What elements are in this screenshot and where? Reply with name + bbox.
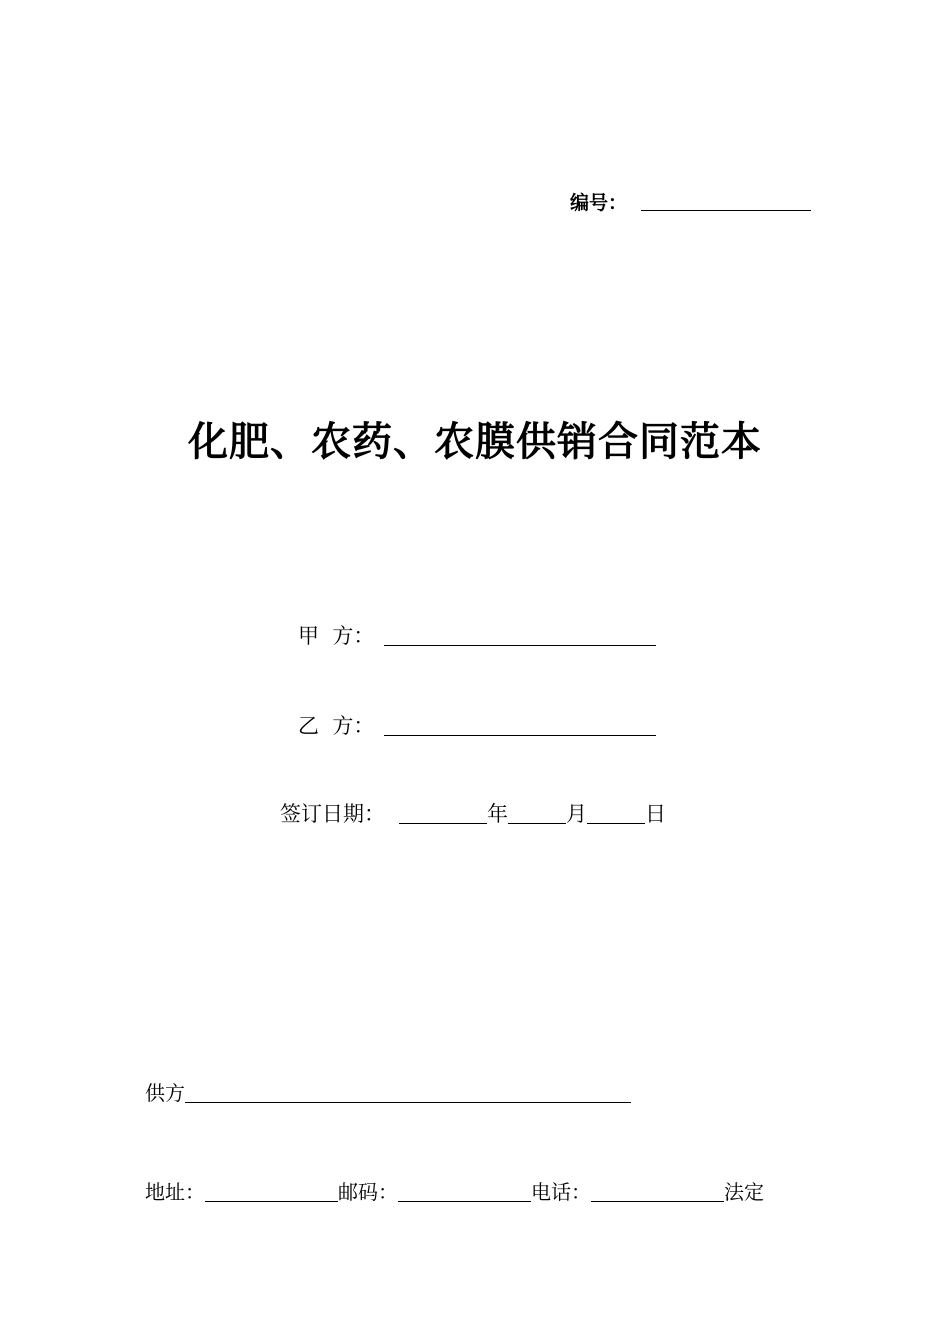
phone-blank	[591, 1200, 724, 1202]
contract-number-blank	[641, 209, 811, 211]
party-b-blank	[384, 734, 656, 736]
year-blank	[399, 822, 487, 824]
supplier-blank	[185, 1101, 631, 1103]
day-blank	[587, 822, 645, 824]
contract-number-label: 编号：	[570, 192, 628, 214]
party-a-label: 甲 方：	[298, 624, 375, 648]
month-blank	[508, 822, 566, 824]
phone-label: 电话：	[531, 1180, 591, 1204]
month-label: 月	[566, 802, 587, 826]
contract-number-row	[570, 188, 811, 215]
legal-label: 法定	[724, 1180, 764, 1204]
year-label: 年	[487, 802, 508, 826]
party-a-row	[298, 620, 656, 650]
address-blank	[205, 1200, 338, 1202]
supplier-row	[145, 1077, 631, 1106]
document-title: 化肥、农药、农膜供销合同范本	[188, 419, 762, 465]
sign-date-row	[280, 798, 666, 828]
party-a-blank	[384, 644, 656, 646]
day-label: 日	[645, 802, 666, 826]
postcode-label: 邮码：	[338, 1180, 398, 1204]
party-b-row	[298, 710, 656, 740]
supplier-label: 供方	[145, 1081, 185, 1105]
address-row	[145, 1176, 764, 1205]
party-b-label: 乙 方：	[298, 714, 375, 738]
sign-date-label: 签订日期：	[280, 802, 385, 826]
postcode-blank	[398, 1200, 531, 1202]
address-label: 地址：	[145, 1180, 205, 1204]
